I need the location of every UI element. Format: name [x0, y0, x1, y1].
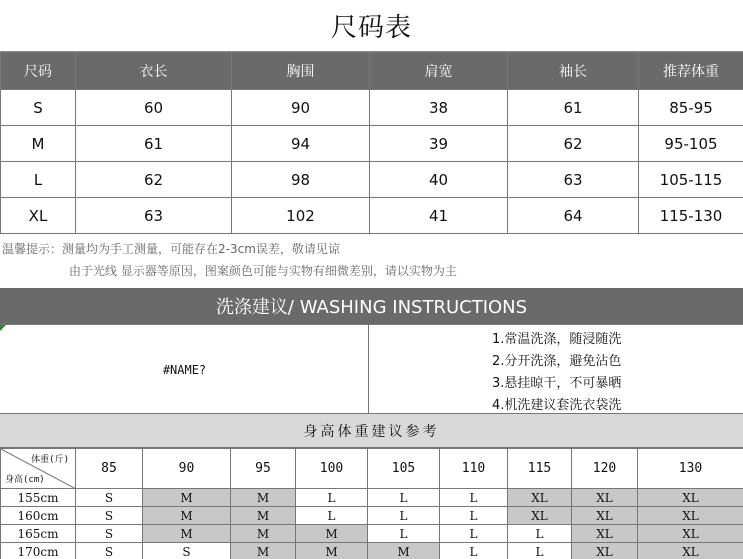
weight-axis-label: 体重(斤): [31, 455, 69, 465]
table-cell: S: [76, 507, 143, 525]
table-cell: XL: [508, 507, 572, 525]
height-row-header: 165cm: [1, 525, 76, 543]
washing-instructions-panel: [0, 324, 743, 414]
table-row: [1, 525, 743, 543]
table-row: [1, 507, 743, 525]
list-item: 3.悬挂晾干，不可暴晒: [492, 376, 622, 391]
table-row: [1, 489, 743, 507]
table-cell: M: [143, 507, 231, 525]
table-cell: S: [143, 543, 231, 559]
table-cell: XL: [1, 198, 76, 234]
washing-image-cell: [0, 325, 369, 413]
table-cell: XL: [638, 543, 743, 559]
table-cell: XL: [572, 507, 638, 525]
note-color-difference: 由于光线 显示器等原因，图案颜色可能与实物有细微差别，请以实物为主: [69, 264, 457, 278]
weight-column-header: 105: [368, 449, 440, 489]
table-cell: M: [368, 543, 440, 559]
table-cell: 63: [508, 162, 639, 198]
table-cell: 38: [370, 90, 508, 126]
table-cell: M: [296, 543, 368, 559]
table-cell: XL: [572, 489, 638, 507]
height-weight-reference-header: 身高体重建议参考: [0, 414, 743, 448]
table-row: [1, 543, 743, 559]
height-axis-label: 身高(cm): [5, 475, 45, 485]
height-row-header: 160cm: [1, 507, 76, 525]
weight-column-header: 120: [572, 449, 638, 489]
table-cell: 115-130: [639, 198, 743, 234]
diagonal-corner-cell: [1, 449, 76, 489]
table-cell: L: [440, 525, 508, 543]
table-cell: L: [368, 507, 440, 525]
table-cell: L: [296, 489, 368, 507]
table-cell: XL: [638, 525, 743, 543]
table-cell: L: [440, 507, 508, 525]
table-cell: L: [440, 543, 508, 559]
table-cell: L: [296, 507, 368, 525]
table-cell: XL: [572, 543, 638, 559]
table-cell: 85-95: [639, 90, 743, 126]
table-cell: 102: [232, 198, 370, 234]
table-cell: 39: [370, 126, 508, 162]
page-title: 尺码表: [0, 0, 743, 52]
table-cell: M: [231, 543, 296, 559]
table-cell: XL: [638, 507, 743, 525]
cell-error-marker-icon: [0, 325, 6, 331]
column-header-shoulder: 肩宽: [370, 53, 508, 90]
table-cell: 105-115: [639, 162, 743, 198]
table-cell: M: [143, 525, 231, 543]
weight-column-header: 130: [638, 449, 743, 489]
size-chart-header-row: [1, 53, 743, 90]
table-row: [1, 90, 743, 126]
column-header-size: 尺码: [1, 53, 76, 90]
list-item: 1.常温洗涤，随浸随洗: [492, 332, 622, 347]
table-cell: M: [296, 525, 368, 543]
weight-column-header: 115: [508, 449, 572, 489]
height-weight-reference-table: [0, 448, 743, 559]
weight-column-header: 85: [76, 449, 143, 489]
table-cell: 63: [76, 198, 232, 234]
table-cell: XL: [572, 525, 638, 543]
column-header-chest: 胸围: [232, 53, 370, 90]
table-cell: L: [508, 543, 572, 559]
list-item: 2.分开洗涤，避免沾色: [492, 354, 622, 369]
reference-header-row: [1, 449, 743, 489]
table-cell: 94: [232, 126, 370, 162]
table-cell: XL: [508, 489, 572, 507]
table-cell: 95-105: [639, 126, 743, 162]
table-row: [1, 126, 743, 162]
weight-column-header: 90: [143, 449, 231, 489]
formula-error-text: #NAME?: [162, 363, 207, 377]
table-cell: M: [143, 489, 231, 507]
table-cell: L: [368, 525, 440, 543]
washing-instructions-header: 洗涤建议/ WASHING INSTRUCTIONS: [0, 288, 743, 324]
table-cell: 62: [76, 162, 232, 198]
table-cell: 41: [370, 198, 508, 234]
table-row: [1, 162, 743, 198]
table-cell: 61: [76, 126, 232, 162]
washing-instructions-list: [370, 327, 743, 413]
table-cell: S: [76, 489, 143, 507]
column-header-length: 衣长: [76, 53, 232, 90]
table-cell: M: [1, 126, 76, 162]
table-cell: 60: [76, 90, 232, 126]
weight-column-header: 100: [296, 449, 368, 489]
table-cell: L: [368, 489, 440, 507]
table-cell: L: [1, 162, 76, 198]
list-item: 4.机洗建议套洗衣袋洗: [492, 398, 622, 413]
table-cell: L: [508, 525, 572, 543]
table-cell: S: [76, 525, 143, 543]
table-cell: 40: [370, 162, 508, 198]
column-header-sleeve: 袖长: [508, 53, 639, 90]
table-row: [1, 198, 743, 234]
measurement-notes: [0, 234, 743, 286]
table-cell: M: [231, 489, 296, 507]
table-cell: 62: [508, 126, 639, 162]
size-chart-table: [0, 52, 743, 234]
height-row-header: 155cm: [1, 489, 76, 507]
table-cell: 61: [508, 90, 639, 126]
table-cell: M: [231, 525, 296, 543]
table-cell: 64: [508, 198, 639, 234]
table-cell: XL: [638, 489, 743, 507]
table-cell: 98: [232, 162, 370, 198]
weight-column-header: 95: [231, 449, 296, 489]
table-cell: S: [76, 543, 143, 559]
table-cell: S: [1, 90, 76, 126]
column-header-weight: 推荐体重: [639, 53, 743, 90]
height-row-header: 170cm: [1, 543, 76, 559]
note-measurement-error: 温馨提示：测量均为手工测量，可能存在2-3cm误差，敬请见谅: [2, 242, 340, 256]
table-cell: L: [440, 489, 508, 507]
weight-column-header: 110: [440, 449, 508, 489]
table-cell: M: [231, 507, 296, 525]
table-cell: 90: [232, 90, 370, 126]
